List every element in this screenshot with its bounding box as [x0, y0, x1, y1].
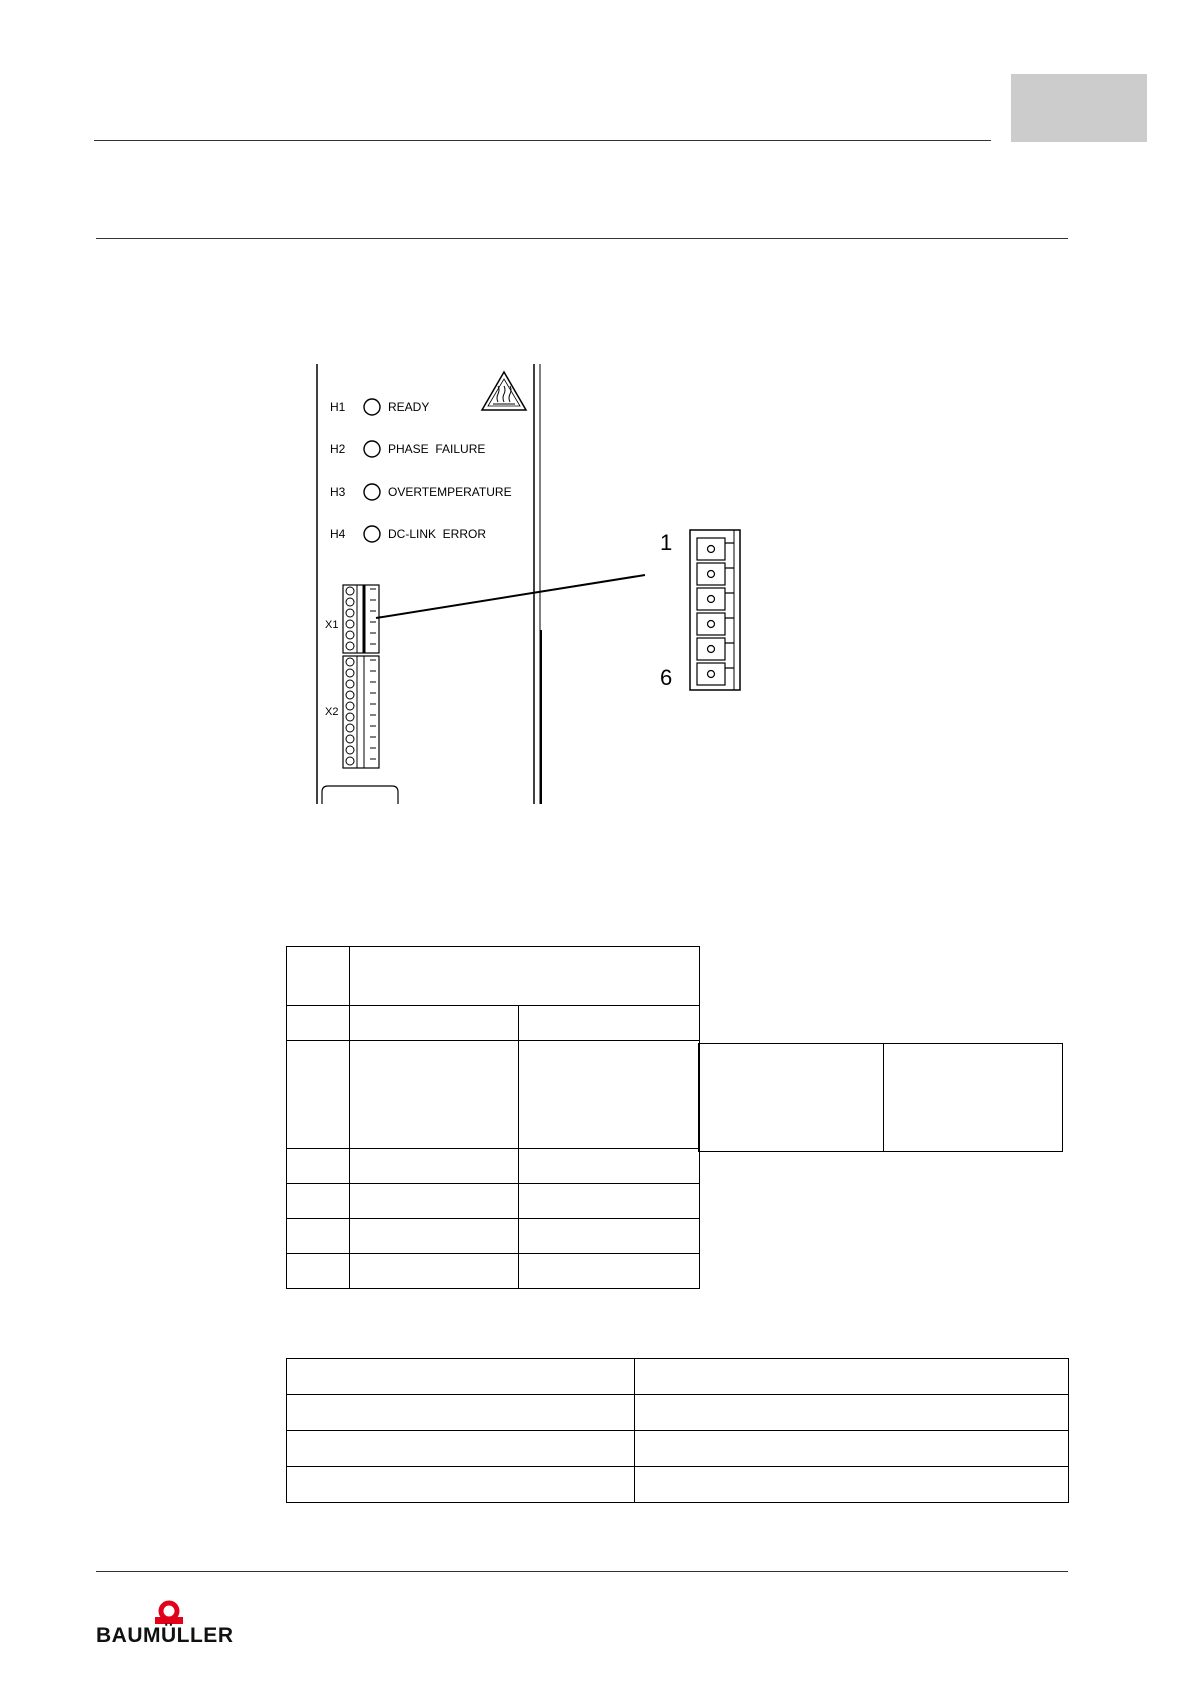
- led-h1-id: H1: [330, 400, 346, 414]
- x2-label: X2: [325, 706, 339, 718]
- terminal-x2: [325, 656, 379, 768]
- table-row: [699, 1044, 1063, 1152]
- table-row: [287, 947, 700, 1006]
- table-row: [287, 1467, 1069, 1503]
- connector-detail: [640, 525, 780, 695]
- table-row: [287, 1184, 700, 1219]
- led-h3-label: OVERTEMPERATURE: [388, 485, 512, 499]
- chapter-tab: [1011, 74, 1147, 142]
- led-h2: [330, 441, 485, 457]
- pin-assignment-table-extension: [698, 1043, 1063, 1152]
- footer-rule: [96, 1571, 1068, 1572]
- table-row: [287, 1041, 700, 1149]
- specification-table: [286, 1358, 1069, 1503]
- table-row: [287, 1431, 1069, 1467]
- baumuller-logo: [96, 1600, 246, 1654]
- table-row: [287, 1149, 700, 1184]
- led-h2-id: H2: [330, 442, 346, 456]
- table-row: [287, 1254, 700, 1289]
- led-h4: [330, 526, 486, 542]
- logo-emblem-icon: [96, 1600, 246, 1626]
- table-row: [287, 1395, 1069, 1431]
- logo-brand-text: BAUMÜLLER: [96, 1624, 234, 1647]
- led-h4-label: DC-LINK ERROR: [388, 527, 487, 541]
- table-row: [287, 1219, 700, 1254]
- table-row: [287, 1006, 700, 1041]
- header-rule: [94, 140, 991, 141]
- x1-label: X1: [325, 619, 339, 631]
- led-h3-id: H3: [330, 485, 346, 499]
- pin-assignment-table: [286, 946, 700, 1289]
- pin-last-label: 6: [660, 665, 673, 690]
- led-h1-label: READY: [388, 400, 430, 414]
- led-h2-label: PHASE FAILURE: [388, 442, 486, 456]
- pin-first-label: 1: [660, 530, 673, 555]
- led-h3: [330, 484, 512, 500]
- table-row: [287, 1359, 1069, 1395]
- led-h4-id: H4: [330, 527, 346, 541]
- led-h1: [330, 399, 429, 415]
- section-rule: [96, 238, 1068, 239]
- hot-surface-warning-icon: [482, 372, 526, 410]
- terminal-x1: [325, 585, 379, 653]
